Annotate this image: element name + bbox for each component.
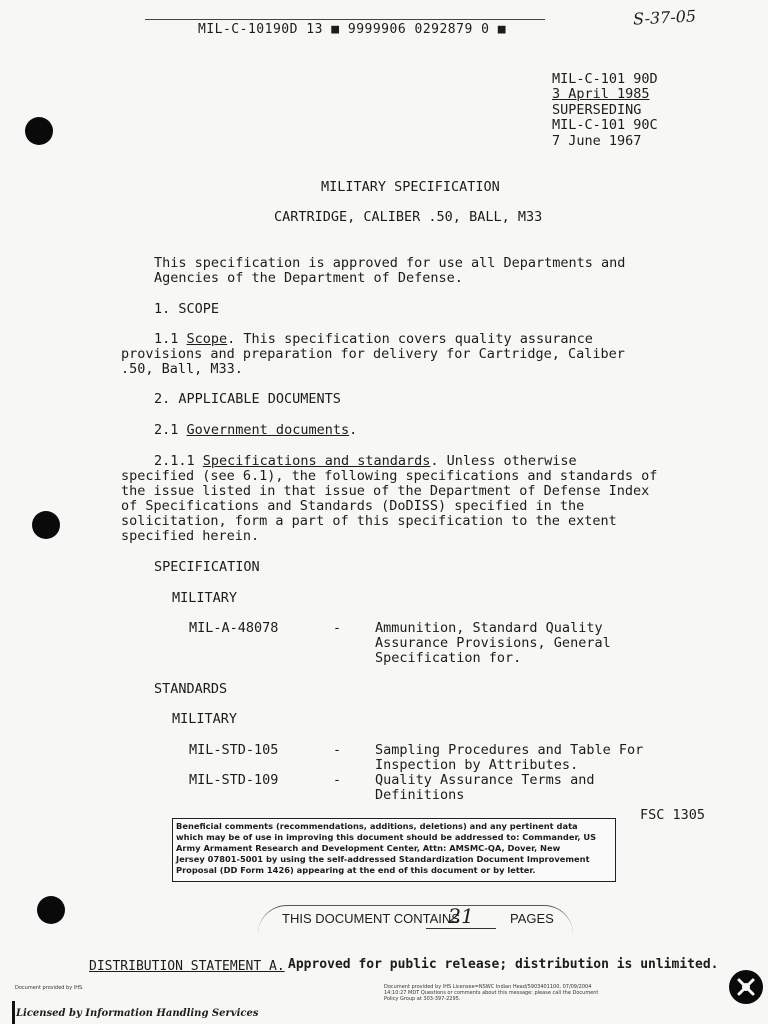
standards-military-heading: MILITARY bbox=[172, 711, 238, 727]
std-item-id: MIL-STD-105 bbox=[189, 742, 279, 758]
standards-heading: STANDARDS bbox=[154, 681, 228, 697]
subsection-tail: . bbox=[349, 422, 358, 438]
section-2-1-1-line-6: specified herein. bbox=[121, 528, 260, 544]
paragraph-text: . Unless otherwise bbox=[430, 453, 577, 469]
distribution-label: DISTRIBUTION STATEMENT A. bbox=[89, 959, 285, 974]
footer-licensed-by: Licensed by Information Handling Services bbox=[16, 1008, 259, 1019]
spec-item-description: Ammunition, Standard Quality Assurance Provisions, General Specification for. bbox=[375, 620, 611, 666]
approval-line-2: Agencies of the Department of Defense. bbox=[154, 270, 463, 286]
punch-hole bbox=[25, 117, 53, 145]
emblem-mark-icon bbox=[729, 970, 763, 1004]
footer-provided-by: Document provided by IHS. bbox=[15, 985, 84, 991]
paragraph-number: 1.1 bbox=[154, 331, 179, 347]
doc-number: MIL-C-101 90D bbox=[552, 71, 658, 87]
section-2-1-1-line-5: solicitation, form a part of this specification to the extent bbox=[121, 513, 617, 529]
subsection-number: 2.1 bbox=[154, 422, 179, 438]
doc-code-line: MIL-C-10190D 13 ■ 9999906 0292879 0 ■ bbox=[198, 22, 507, 37]
specification-heading: SPECIFICATION bbox=[154, 559, 260, 575]
punch-hole bbox=[37, 896, 65, 924]
std-item-description: Sampling Procedures and Table For Inspection by Attributes. bbox=[375, 742, 644, 773]
title-line-1: MILITARY SPECIFICATION bbox=[321, 179, 500, 195]
doc-date: 3 April 1985 bbox=[552, 86, 650, 102]
pages-suffix: PAGES bbox=[510, 911, 554, 926]
pages-prefix: THIS DOCUMENT CONTAINS bbox=[282, 911, 460, 926]
std-item-id: MIL-STD-109 bbox=[189, 772, 279, 788]
section-1-1-line-1 bbox=[154, 331, 593, 347]
section-2-1-1-line-4: of Specifications and Standards (DoDISS) specified in the bbox=[121, 498, 585, 514]
superseding-label: SUPERSEDING bbox=[552, 102, 642, 118]
spec-item-dash: - bbox=[333, 620, 342, 636]
std-item-dash: - bbox=[333, 772, 342, 788]
section-2-1-1-line-2: specified (see 6.1), the following specifications and standards of bbox=[121, 468, 658, 484]
section-2-1-1-line-3: the issue listed in that issue of the Department of Defense Index bbox=[121, 483, 650, 499]
paragraph-title: Specifications and standards bbox=[202, 453, 431, 469]
comments-notice-box: Beneficial comments (recommendations, additions, deletions) and any pertinent data which may be of use in improving this document should be addressed to: Commander, US Army Armament Research and Development Center, Attn: AMSMC-QA, Dover, New Jersey 07801-5001 by using the self-addressed Standardization Document Improvement Proposal (DD Form 1426) appearing at the end of this document or by letter. bbox=[172, 818, 616, 882]
distribution-text: Approved for public release; distribution is unlimited. bbox=[288, 957, 719, 972]
superseded-number: MIL-C-101 90C bbox=[552, 117, 658, 133]
superseded-date: 7 June 1967 bbox=[552, 133, 642, 149]
header-rule bbox=[145, 19, 545, 20]
margin-bar bbox=[12, 1001, 15, 1024]
section-1-heading: 1. SCOPE bbox=[154, 301, 220, 317]
pages-count-handwritten: 21 bbox=[426, 904, 496, 929]
section-2-1-1-line-1 bbox=[154, 453, 577, 469]
subsection-title: Government documents bbox=[186, 422, 350, 438]
section-2-heading: 2. APPLICABLE DOCUMENTS bbox=[154, 391, 341, 407]
handwritten-reference: S-37-05 bbox=[632, 6, 697, 29]
specification-military-heading: MILITARY bbox=[172, 590, 238, 606]
paragraph-number: 2.1.1 bbox=[154, 453, 195, 469]
section-1-1-line-2: provisions and preparation for delivery for Cartridge, Caliber bbox=[121, 346, 625, 362]
punch-hole bbox=[32, 511, 60, 539]
section-2-1 bbox=[154, 422, 357, 438]
std-item-description: Quality Assurance Terms and Definitions bbox=[375, 772, 595, 803]
title-line-2: CARTRIDGE, CALIBER .50, BALL, M33 bbox=[274, 209, 543, 225]
section-1-1-line-3: .50, Ball, M33. bbox=[121, 361, 243, 377]
std-item-dash: - bbox=[333, 742, 342, 758]
approval-line-1: This specification is approved for use all Departments and bbox=[154, 255, 626, 271]
ihs-emblem-icon bbox=[729, 970, 763, 1004]
paragraph-title: Scope bbox=[186, 331, 228, 347]
spec-item-id: MIL-A-48078 bbox=[189, 620, 279, 636]
footer-license-info: Document provided by IHS Licensee=NSWC Indian Head/5903401100, 07/09/2004 14:10:27 MDT Questions or comments about this message: please call the Document Policy Group at 303-397-2295. bbox=[384, 984, 599, 1002]
fsc-code: FSC 1305 bbox=[640, 807, 706, 823]
paragraph-text: . This specification covers quality assurance bbox=[227, 331, 593, 347]
